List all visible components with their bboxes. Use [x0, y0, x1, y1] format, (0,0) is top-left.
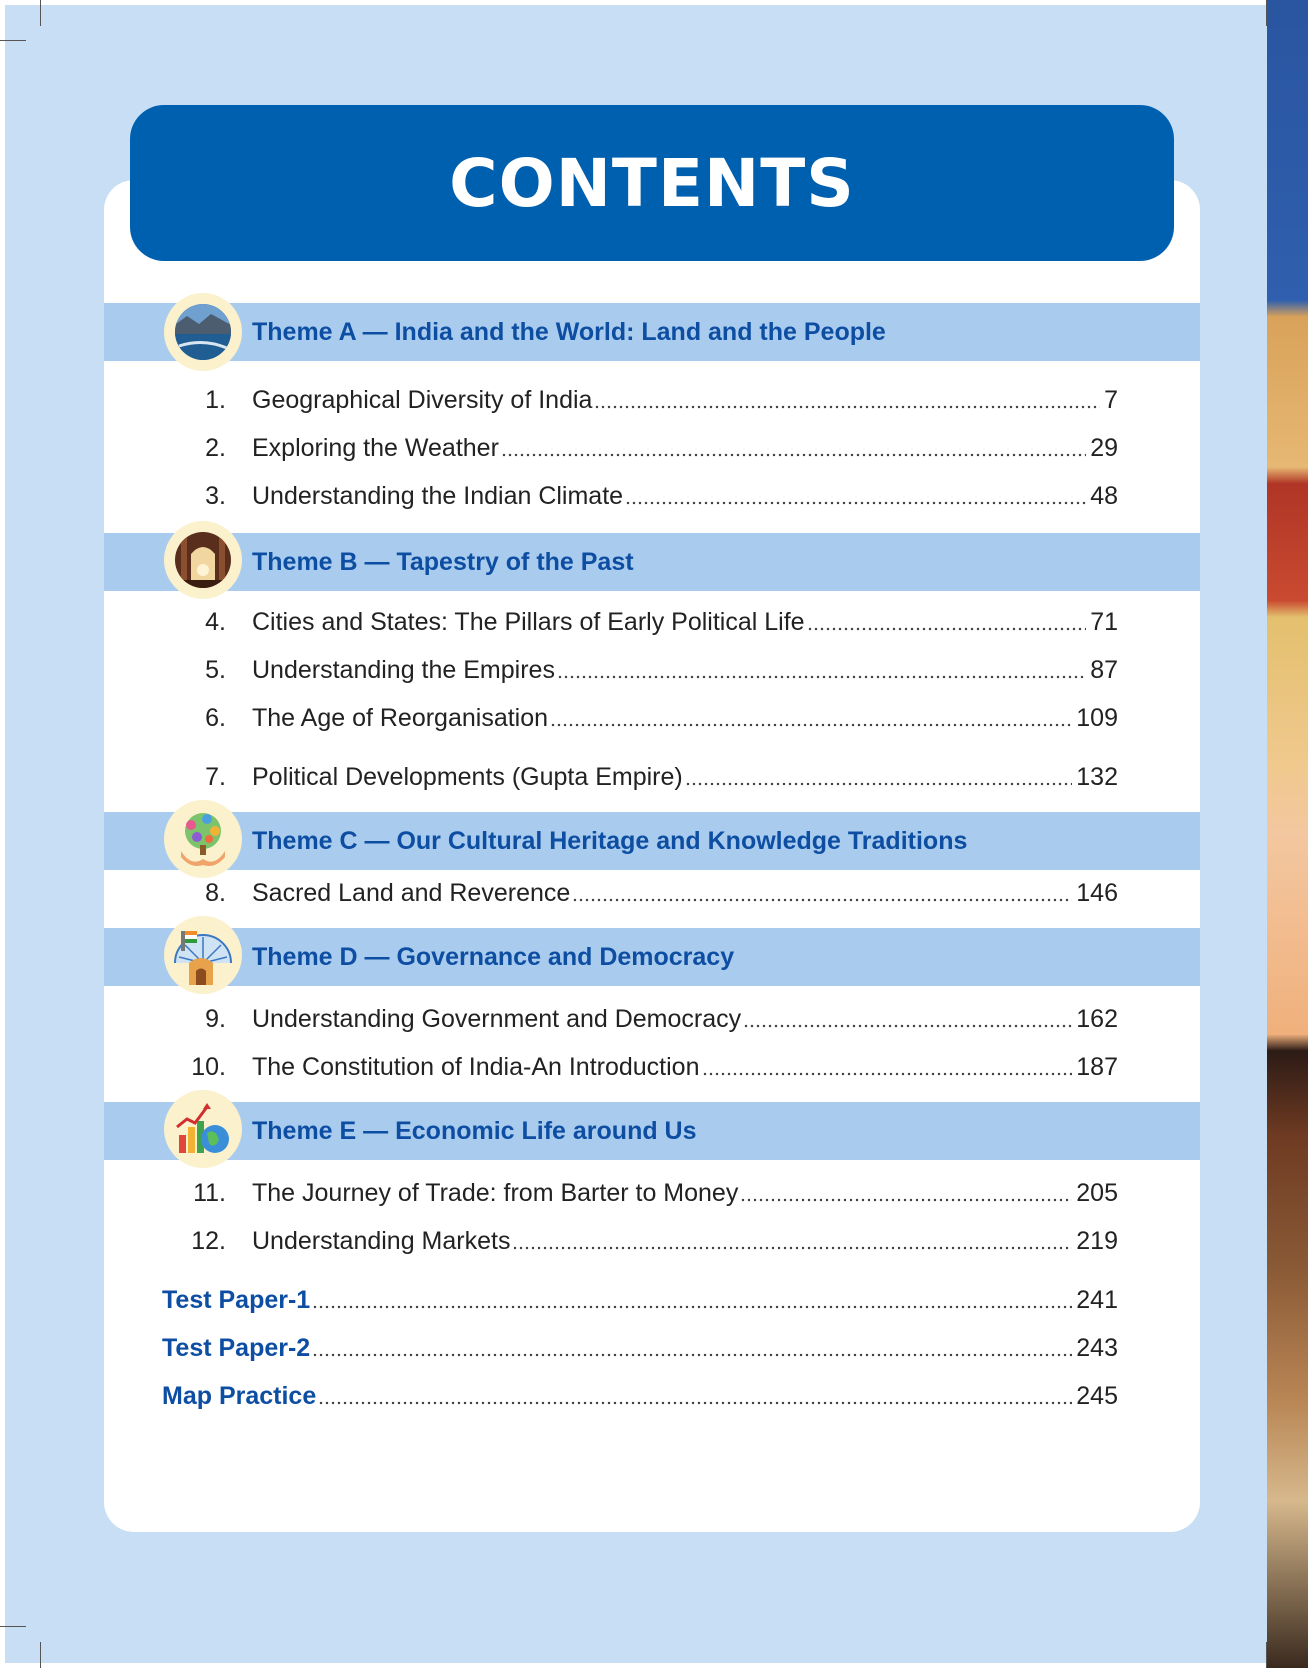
dot-leader [740, 1197, 1072, 1203]
theme-title: Theme B — Tapestry of the Past [252, 548, 634, 576]
extra-title: Test Paper-2 [162, 1333, 311, 1362]
chapter-entry[interactable] [180, 428, 1118, 468]
crop-mark [1266, 1642, 1267, 1668]
parliament-icon [164, 916, 242, 994]
page-title: CONTENTS [449, 144, 855, 222]
extra-entry[interactable] [162, 1280, 1118, 1320]
theme-title: Theme E — Economic Life around Us [252, 1117, 697, 1145]
chapter-number: 10. [191, 1052, 226, 1081]
dot-leader [625, 500, 1086, 506]
knowledge-tree-icon [164, 800, 242, 878]
chapter-title: Understanding Government and Democracy [252, 1004, 742, 1033]
page-number: 187 [1076, 1052, 1118, 1081]
page-number: 48 [1090, 481, 1118, 510]
economy-globe-icon [164, 1090, 242, 1168]
chapter-number: 5. [205, 655, 226, 684]
chapter-title: The Journey of Trade: from Barter to Money [252, 1178, 739, 1207]
page-number: 132 [1076, 762, 1118, 791]
dot-leader [572, 897, 1072, 903]
dot-leader [550, 722, 1072, 728]
chapter-number: 9. [205, 1004, 226, 1033]
chapter-entry[interactable] [180, 873, 1118, 913]
page-number: 71 [1090, 607, 1118, 636]
page-number: 241 [1076, 1285, 1118, 1314]
chapter-title: Understanding the Indian Climate [252, 481, 624, 510]
extra-entry[interactable] [162, 1328, 1118, 1368]
crop-mark [0, 1626, 26, 1627]
chapter-number: 3. [205, 481, 226, 510]
chapter-entry[interactable] [180, 380, 1118, 420]
adjacent-page-edge [1267, 0, 1308, 1668]
dot-leader [312, 1352, 1072, 1358]
chapter-number: 4. [205, 607, 226, 636]
chapter-entry[interactable] [180, 1047, 1118, 1087]
chapter-title: Geographical Diversity of India [252, 385, 593, 414]
page-number: 245 [1076, 1381, 1118, 1410]
chapter-number: 11. [193, 1178, 226, 1207]
chapter-title: Exploring the Weather [252, 433, 499, 462]
page-number: 205 [1076, 1178, 1118, 1207]
page-number: 7 [1104, 385, 1118, 414]
chapter-entry[interactable] [180, 757, 1118, 797]
chapter-entry[interactable] [180, 1221, 1118, 1261]
page-number: 162 [1076, 1004, 1118, 1033]
extra-entry[interactable] [162, 1376, 1118, 1416]
crop-mark [40, 1642, 41, 1668]
temple-interior-icon [164, 521, 242, 599]
chapter-title: Cities and States: The Pillars of Early Political Life [252, 607, 805, 636]
chapter-title: The Constitution of India-An Introduction [252, 1052, 700, 1081]
chapter-number: 8. [205, 878, 226, 907]
page-number: 219 [1076, 1226, 1118, 1255]
chapter-number: 1. [205, 385, 226, 414]
extra-title: Test Paper-1 [162, 1285, 311, 1314]
crop-mark [1266, 0, 1267, 26]
chapter-number: 2. [205, 433, 226, 462]
chapter-entry[interactable] [180, 602, 1118, 642]
dot-leader [318, 1400, 1072, 1406]
chapter-number: 12. [191, 1226, 226, 1255]
extra-title: Map Practice [162, 1381, 317, 1410]
dot-leader [594, 404, 1100, 410]
dot-leader [685, 781, 1073, 787]
dot-leader [807, 626, 1087, 632]
page-number: 87 [1090, 655, 1118, 684]
dot-leader [743, 1023, 1072, 1029]
chapter-title: The Age of Reorganisation [252, 703, 549, 732]
dot-leader [557, 674, 1086, 680]
theme-title: Theme A — India and the World: Land and the People [252, 318, 886, 346]
page-number: 146 [1076, 878, 1118, 907]
dot-leader [312, 1304, 1072, 1310]
chapter-entry[interactable] [180, 650, 1118, 690]
chapter-title: Political Developments (Gupta Empire) [252, 762, 683, 791]
chapter-title: Understanding Markets [252, 1226, 511, 1255]
landscape-photo-icon [164, 293, 242, 371]
chapter-title: Understanding the Empires [252, 655, 555, 684]
crop-mark [0, 40, 26, 41]
dot-leader [702, 1071, 1073, 1077]
crop-mark [40, 0, 41, 26]
page-number: 109 [1076, 703, 1118, 732]
contents-header [130, 105, 1174, 261]
theme-title: Theme C — Our Cultural Heritage and Knowledge Traditions [252, 827, 968, 855]
page-number: 29 [1090, 433, 1118, 462]
chapter-entry[interactable] [180, 476, 1118, 516]
chapter-number: 7. [205, 762, 226, 791]
page-number: 243 [1076, 1333, 1118, 1362]
dot-leader [512, 1245, 1072, 1251]
dot-leader [501, 452, 1086, 458]
chapter-entry[interactable] [180, 1173, 1118, 1213]
chapter-title: Sacred Land and Reverence [252, 878, 571, 907]
chapter-entry[interactable] [180, 999, 1118, 1039]
chapter-entry[interactable] [180, 698, 1118, 738]
theme-title: Theme D — Governance and Democracy [252, 943, 735, 971]
chapter-number: 6. [205, 703, 226, 732]
